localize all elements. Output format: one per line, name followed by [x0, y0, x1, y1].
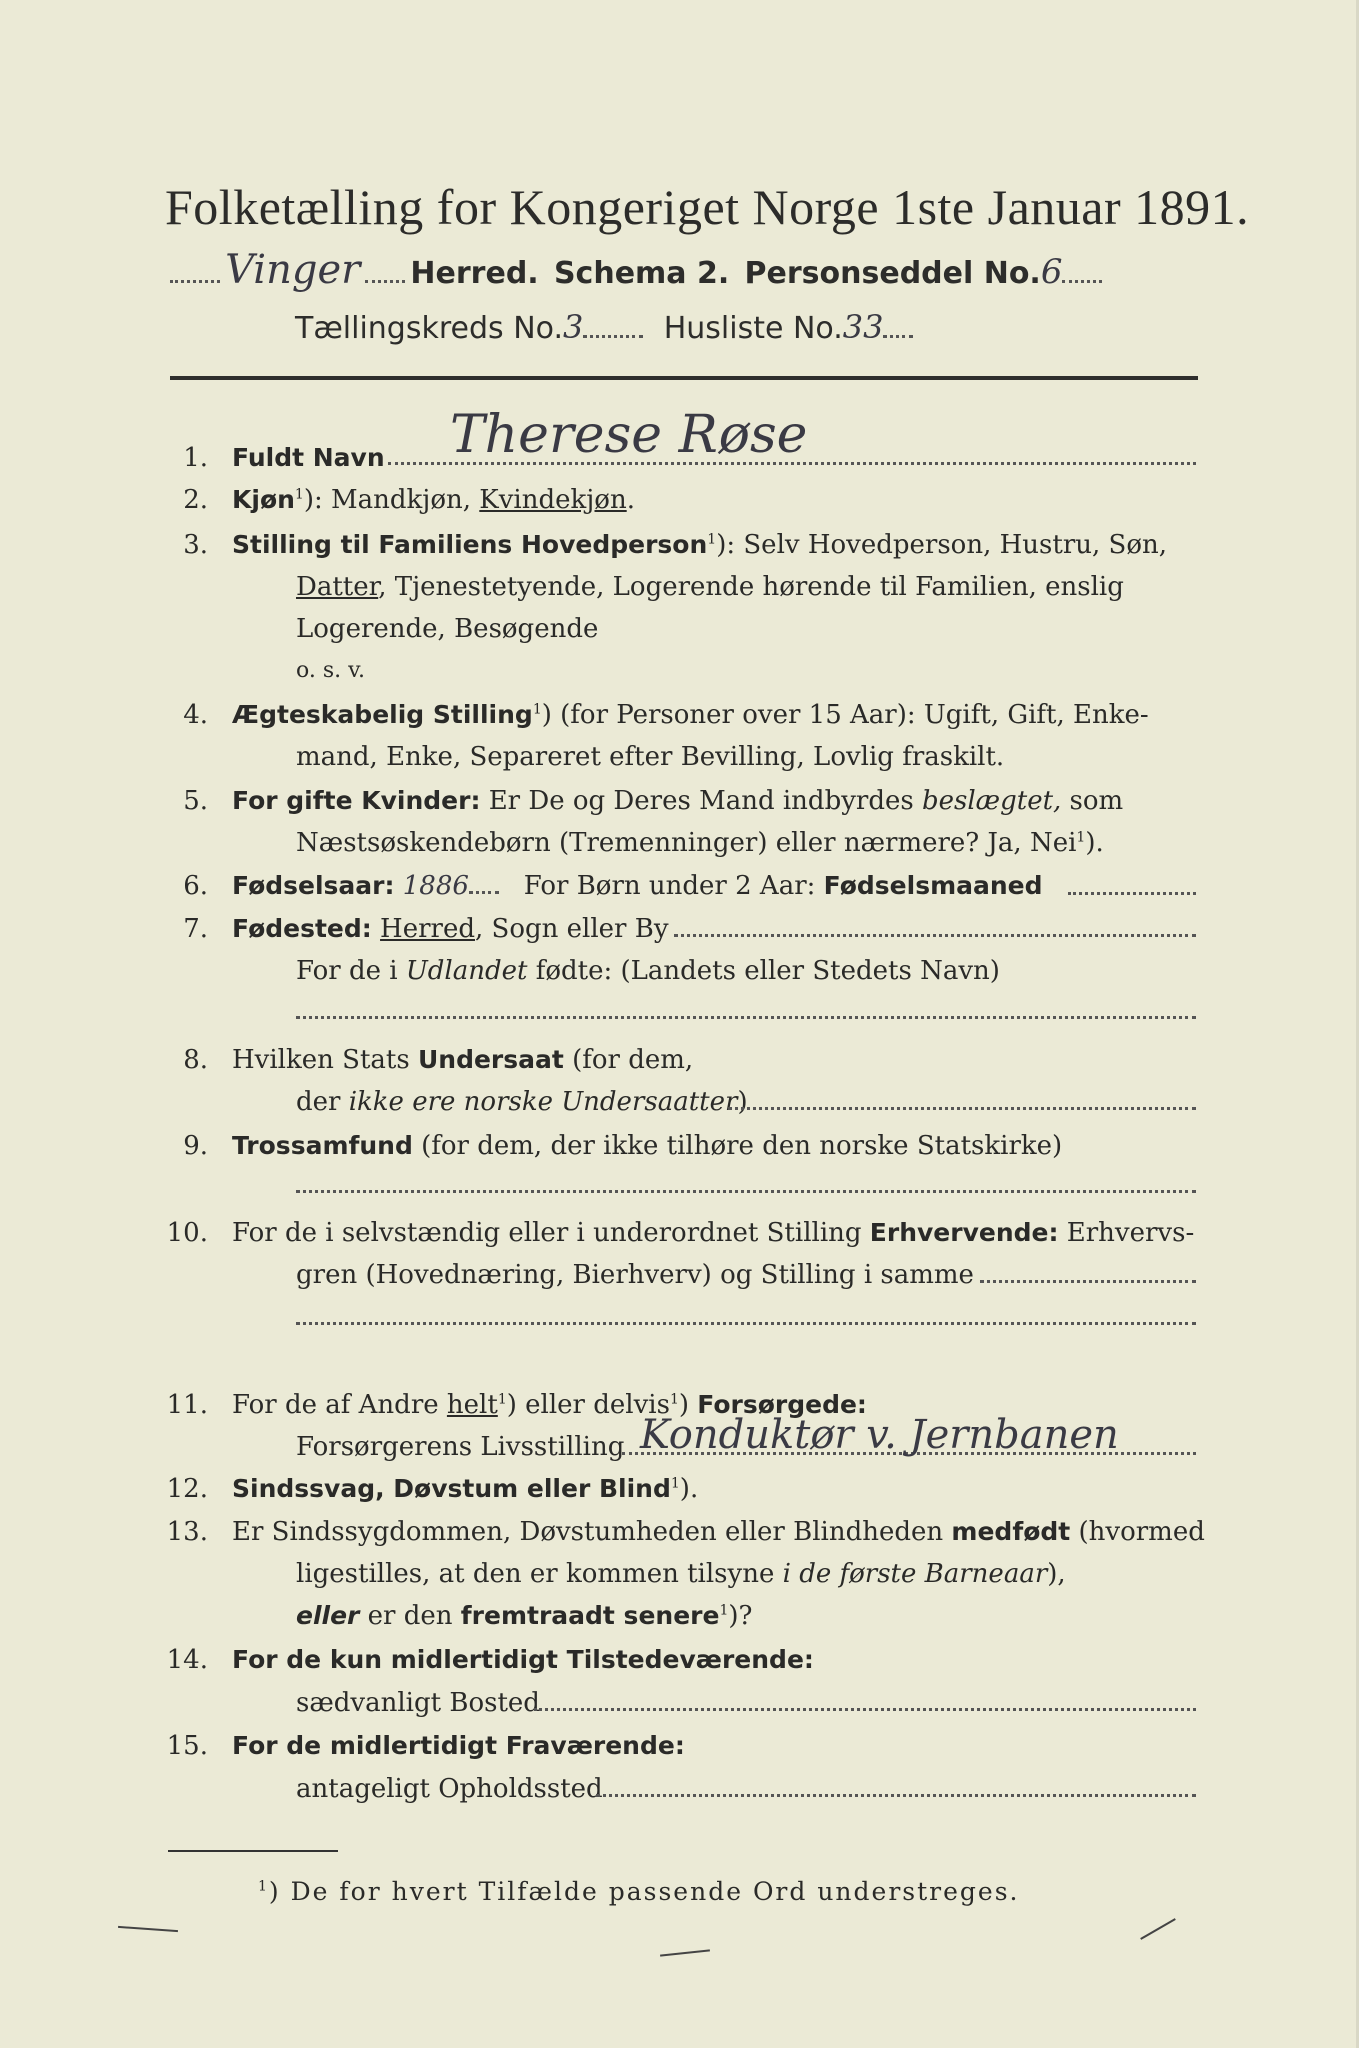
q2-text: Kjøn$^1$): Mandkjøn, Kvindekjøn. — [232, 485, 635, 515]
husliste-label: Husliste No. — [663, 311, 843, 346]
item-number: 12. — [166, 1474, 208, 1504]
footnote: $^1$) De for hvert Tilfælde passende Ord understreges. — [258, 1877, 1020, 1906]
q13-line3: eller er den fremtraadt senere$^1$)? — [296, 1601, 753, 1631]
q7-line1: Fødested: Herred, Sogn eller By — [232, 914, 669, 944]
q14-line2: sædvanligt Bosted — [296, 1688, 540, 1718]
q5-line1: For gifte Kvinder: Er De og Deres Mand indbyrdes beslægtet, som — [232, 786, 1124, 816]
q3-line4: o. s. v. — [296, 658, 365, 683]
item-number: 10. — [166, 1218, 208, 1248]
header-row-herred — [170, 247, 1102, 293]
item-number: 4. — [183, 700, 208, 730]
herred-value: Vinger — [225, 247, 361, 293]
herred-label: Herred. — [410, 256, 539, 291]
personseddel-label: Personseddel No. — [744, 256, 1041, 291]
item-number: 8. — [183, 1045, 208, 1075]
header-divider — [170, 376, 1198, 380]
q11-value: Konduktør v. Jernbanen — [640, 1412, 1119, 1458]
item-number: 9. — [183, 1131, 208, 1161]
q15-label: For de midlertidigt Fraværende: — [232, 1731, 685, 1760]
q5-line2: Næstsøskendebørn (Tremenninger) eller nærmere? Ja, Nei$^1$). — [296, 828, 1104, 858]
item-number: 6. — [183, 871, 208, 901]
header-row-taellingskreds — [295, 308, 913, 346]
q11-line2: Forsørgerens Livsstilling — [296, 1432, 625, 1462]
q1-value: Therese Røse — [450, 405, 808, 465]
q7-line2: For de i Udlandet fødte: (Landets eller Stedets Navn) — [296, 956, 1000, 986]
q13-line2: ligestilles, at den er kommen tilsyne i de første Barneaar), — [296, 1559, 1066, 1589]
item-number: 7. — [183, 914, 208, 944]
q8-line2: der ikke ere norske Undersaatter) — [296, 1087, 748, 1117]
q15-line2: antageligt Opholdssted — [296, 1774, 603, 1804]
item-number: 14. — [166, 1645, 208, 1675]
q3-line1: Stilling til Familiens Hovedperson$^1$): Selv Hovedperson, Hustru, Søn, — [232, 530, 1168, 560]
q4-line2: mand, Enke, Separeret efter Bevilling, Lovlig fraskilt. — [296, 742, 1005, 772]
q10-line1: For de i selvstændig eller i underordnet Stilling Erhvervende: Erhvervs- — [232, 1218, 1195, 1248]
pen-stroke — [660, 1949, 710, 1956]
q13-line1: Er Sindssygdommen, Døvstumheden eller Blindheden medfødt (hvormed — [232, 1517, 1205, 1547]
q4-line1: Ægteskabelig Stilling$^1$) (for Personer over 15 Aar): Ugift, Gift, Enke- — [232, 700, 1149, 730]
q9-line1: Trossamfund (for dem, der ikke tilhøre den norske Statskirke) — [232, 1131, 1063, 1161]
taellingskreds-value: 3 — [563, 308, 584, 346]
q1-label: Fuldt Navn — [232, 443, 385, 472]
pen-stroke — [1140, 1918, 1176, 1940]
taellingskreds-label: Tællingskreds No. — [295, 311, 563, 346]
q10-line2: gren (Hovednæring, Bierhverv) og Stilling i samme — [296, 1260, 974, 1290]
q6-line: Fødselsaar: 1886 For Børn under 2 Aar: Fødselsmaaned — [232, 871, 1043, 901]
item-number: 15. — [166, 1731, 208, 1761]
q12-line: Sindssvag, Døvstum eller Blind$^1$). — [232, 1474, 699, 1504]
item-number: 5. — [183, 786, 208, 816]
pen-stroke — [118, 1926, 178, 1932]
item-number: 1. — [183, 443, 208, 473]
q11-line1: For de af Andre helt$^1$) eller delvis$^1$) Forsørgede: — [232, 1390, 867, 1420]
q3-line2: Datter, Tjenestetyende, Logerende hørende til Familien, enslig — [296, 572, 1124, 602]
item-number: 3. — [183, 530, 208, 560]
q8-line1: Hvilken Stats Undersaat (for dem, — [232, 1045, 694, 1075]
item-number: 2. — [183, 485, 208, 515]
q14-label: For de kun midlertidigt Tilstedeværende: — [232, 1645, 814, 1674]
husliste-value: 33 — [842, 308, 884, 346]
q3-line3: Logerende, Besøgende — [296, 614, 599, 644]
item-number: 11. — [166, 1390, 208, 1420]
form-title: Folketælling for Kongeriget Norge 1ste Januar 1891. — [165, 179, 1250, 235]
schema-label: Schema 2. — [553, 256, 730, 291]
personseddel-value: 6 — [1040, 252, 1063, 292]
item-number: 13. — [166, 1517, 208, 1547]
footnote-rule — [168, 1850, 338, 1852]
